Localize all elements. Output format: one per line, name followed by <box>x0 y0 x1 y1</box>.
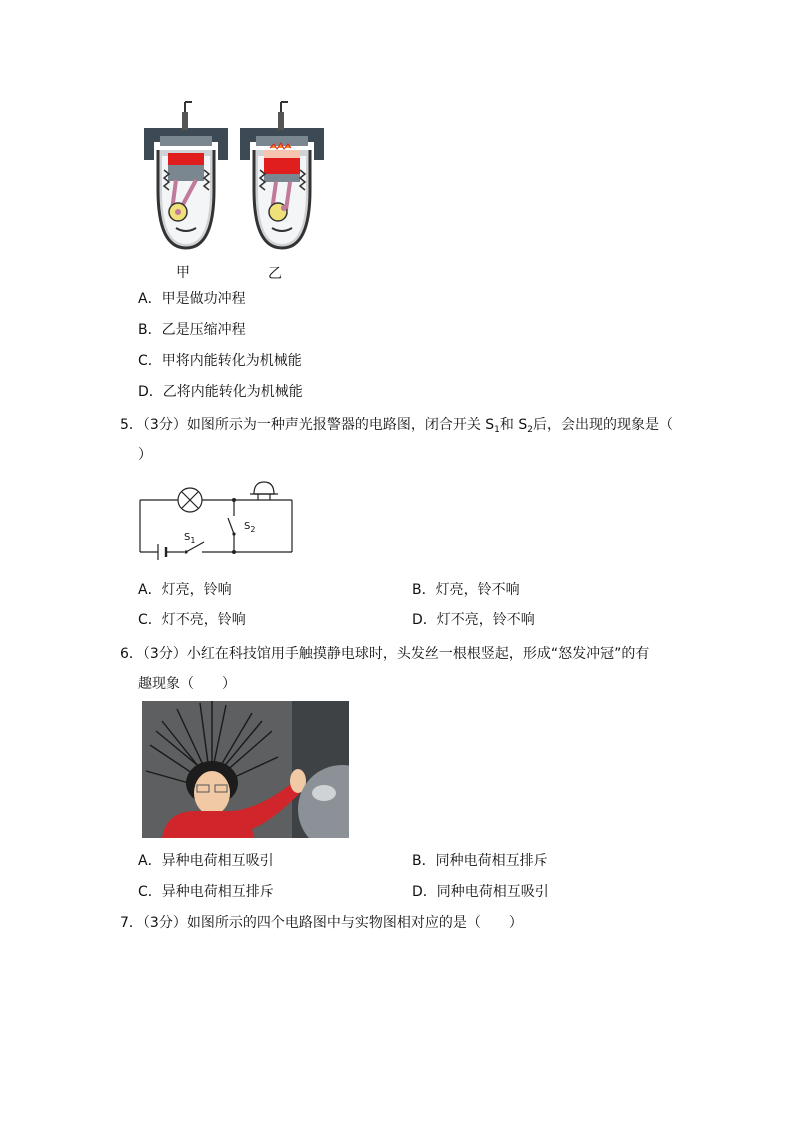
q5-option-d: D．灯不亮，铃不响 <box>412 612 535 628</box>
engine-stroke-figure <box>130 98 330 258</box>
battery-symbol <box>158 544 166 560</box>
switch-s2 <box>228 518 234 534</box>
switch-s2-label: $S_2$ <box>244 521 256 534</box>
engine-yi <box>240 102 324 248</box>
q5-stem-line2: ） <box>138 447 152 463</box>
q6-option-a: A．异种电荷相互吸引 <box>138 853 274 869</box>
q5-option-a: A．灯亮，铃响 <box>138 582 232 598</box>
static-electricity-photo <box>142 701 349 838</box>
q6-stem: 6．（3分）小红在科技馆用手触摸静电球时，头发丝一根根竖起，形成“怒发冲冠”的有 <box>120 646 650 662</box>
q4-option-a: A．甲是做功冲程 <box>138 291 246 307</box>
lamp-symbol <box>178 488 202 512</box>
q6-option-d: D．同种电荷相互吸引 <box>412 884 549 900</box>
switch-s1-label: $S_1$ <box>184 532 196 545</box>
q4-option-c: C．甲将内能转化为机械能 <box>138 353 302 369</box>
q7-stem: 7．（3分）如图所示的四个电路图中与实物图相对应的是（ ） <box>120 915 523 931</box>
q5-option-b: B．灯亮，铃不响 <box>412 582 520 598</box>
q6-option-b: B．同种电荷相互排斥 <box>412 853 548 869</box>
bell-symbol <box>250 482 278 500</box>
alarm-circuit-diagram <box>136 478 296 562</box>
q6-stem-line2: 趣现象（ ） <box>138 676 236 692</box>
q5-stem: 5．（3分）如图所示为一种声光报警器的电路图，闭合开关 $S_1$和 $S_2$后，会出现的现象是（ <box>120 417 673 435</box>
q6-option-c: C．异种电荷相互排斥 <box>138 884 274 900</box>
figure-label-yi: 乙 <box>268 266 282 282</box>
q5-option-c: C．灯不亮，铃响 <box>138 612 246 628</box>
q4-option-d: D．乙将内能转化为机械能 <box>138 384 303 400</box>
figure-label-jia: 甲 <box>176 265 190 281</box>
engine-jia <box>144 102 228 248</box>
q4-option-b: B．乙是压缩冲程 <box>138 322 246 338</box>
